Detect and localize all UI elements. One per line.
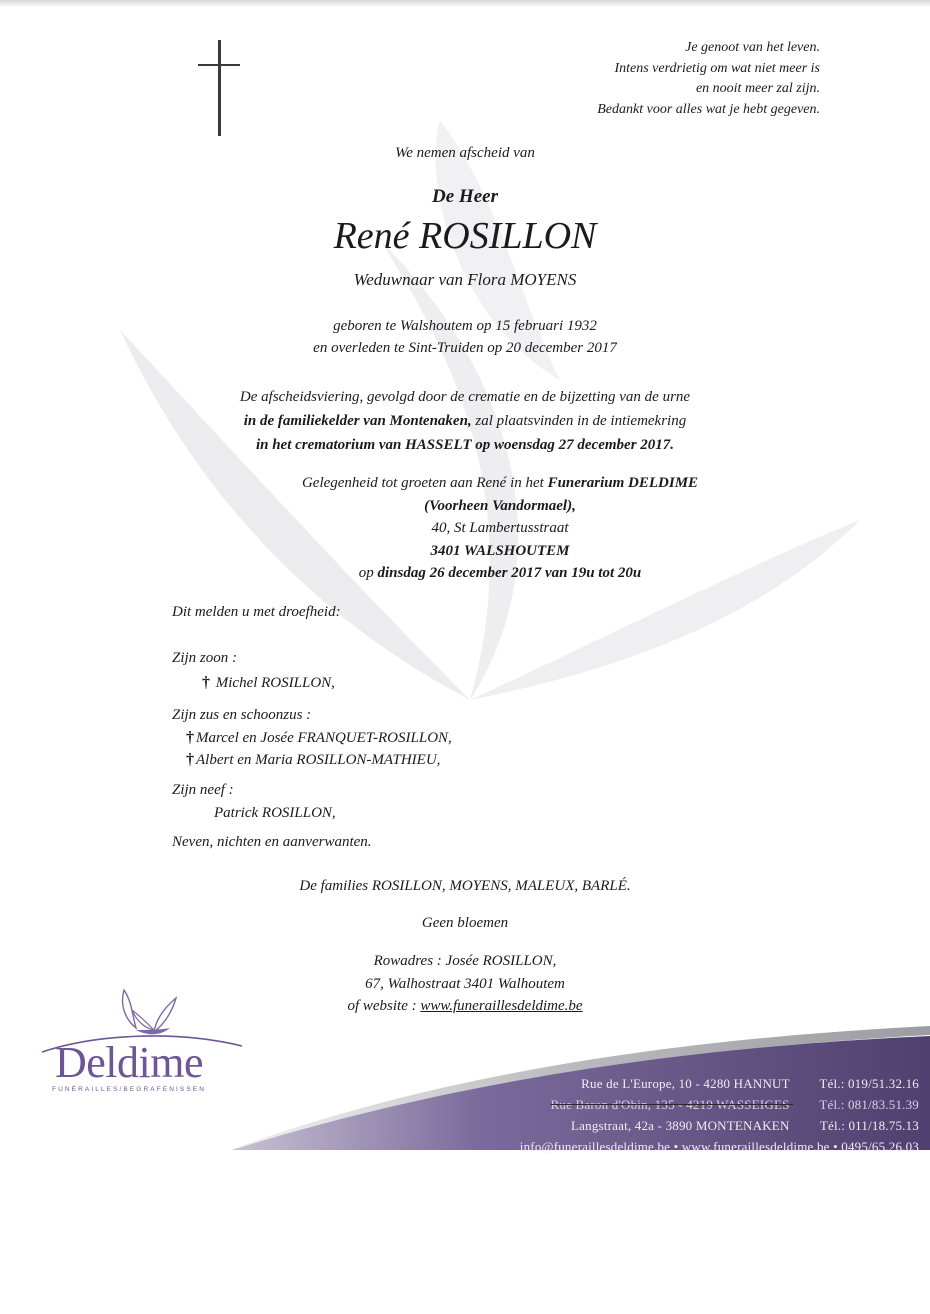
families-line: De families ROSILLON, MOYENS, MALEUX, BARLÉ. [299,878,631,894]
footer-row [520,1073,919,1094]
ceremony-crematorium: in het crematorium van HASSELT op woensdag 27 december 2017. [255,437,675,453]
poem-line: Bedankt voor alles wat je hebt gegeven. [597,101,820,117]
sister-entry-1 [186,729,452,747]
ceremony-paragraph [0,385,930,457]
dagger-icon: † [186,729,194,746]
poem [597,38,820,120]
intro-text: We nemen afscheid van [395,145,535,161]
honorific: De Heer [432,186,498,207]
poem-line: Intens verdrietig om wat niet meer is [614,60,820,76]
son-entry [202,674,335,692]
announce-text: Dit melden u met droefheid: [172,604,341,620]
funerarium-former-name: (Voorheen Vandormael), [424,497,576,514]
ceremony-line [0,409,930,433]
funerarium-street: 40, St Lambertusstraat [431,520,569,536]
footer-row [520,1115,919,1136]
footer-contact-line[interactable]: info@funeraillesdeldime.be • www.funeraillesdeldime.be • 0495/65.26.03 [519,1139,919,1154]
son-label: Zijn zoon : [172,650,238,666]
visitation-paragraph [0,472,930,585]
widower-of: Weduwnaar van Flora MOYENS [353,270,577,289]
footer-phone: Tél.: 011/18.75.13 [819,1118,919,1133]
footer-contact [520,1073,919,1157]
poem-line: Je genoot van het leven. [685,40,820,55]
footer-address: Rue Baron d'Obin, 135 - 4219 WASSEIGES [550,1097,790,1112]
address-line: Rowadres : Josée ROSILLON, [373,953,557,969]
death-line: en overleden te Sint-Truiden op 20 december 2017 [313,340,617,356]
visit-time-line [0,562,930,585]
footer-phone: Tél.: 081/83.51.39 [819,1097,919,1112]
nephew-name: Patrick ROSILLON, [214,805,336,821]
sister-label: Zijn zus en schoonzus : [172,707,312,723]
footer-address: Langstraat, 42a - 3890 MONTENAKEN [571,1118,790,1133]
sister-entry-2 [186,751,440,769]
sister-name-2: Albert en Maria ROSILLON-MATHIEU, [196,752,441,768]
logo-tagline: FUNÉRAILLES/BEGRAFENISSEN [52,1086,206,1093]
sister-name-1: Marcel en Josée FRANQUET-ROSILLON, [196,730,452,746]
no-flowers: Geen bloemen [421,915,509,931]
dagger-icon: † [186,751,194,768]
birth-death-dates [0,315,930,359]
visit-intro: Gelegenheid tot groeten aan René in het [301,475,548,491]
cross-icon [198,40,240,136]
ceremony-line: De afscheidsviering, gevolgd door de crematie en de bijzetting van de urne [239,389,691,405]
logo-wordmark: Deldime [55,1038,204,1087]
visit-line [0,472,930,495]
visit-time: dinsdag 26 december 2017 van 19u tot 20u [377,565,642,581]
dagger-icon: † [202,674,210,691]
son-name: Michel ROSILLON, [215,675,335,691]
footer-row-struck [520,1094,919,1115]
ceremony-location: in de familiekelder van Montenaken, [243,413,472,429]
address-line: 67, Walhostraat 3401 Walhoutem [365,975,565,992]
funerarium-name: Funerarium DELDIME [547,475,699,491]
website-label: of website : [347,998,421,1014]
website-link[interactable]: www.funeraillesdeldime.be [420,998,583,1014]
ceremony-line-rest: zal plaatsvinden in de intiemekring [471,413,687,429]
deceased-name: René ROSILLON [333,215,597,257]
poem-line: en nooit meer zal zijn. [695,81,820,96]
footer-phone: Tél.: 019/51.32.16 [819,1076,919,1091]
footer-address: Rue de L'Europe, 10 - 4280 HANNUT [581,1076,790,1091]
visit-time-pre: op [358,565,378,581]
funerarium-city: 3401 WALSHOUTEM [430,542,570,559]
birth-line: geboren te Walshoutem op 15 februari 1932 [333,318,597,334]
nephew-label: Zijn neef : [172,782,234,798]
other-relatives: Neven, nichten en aanverwanten. [172,834,372,850]
